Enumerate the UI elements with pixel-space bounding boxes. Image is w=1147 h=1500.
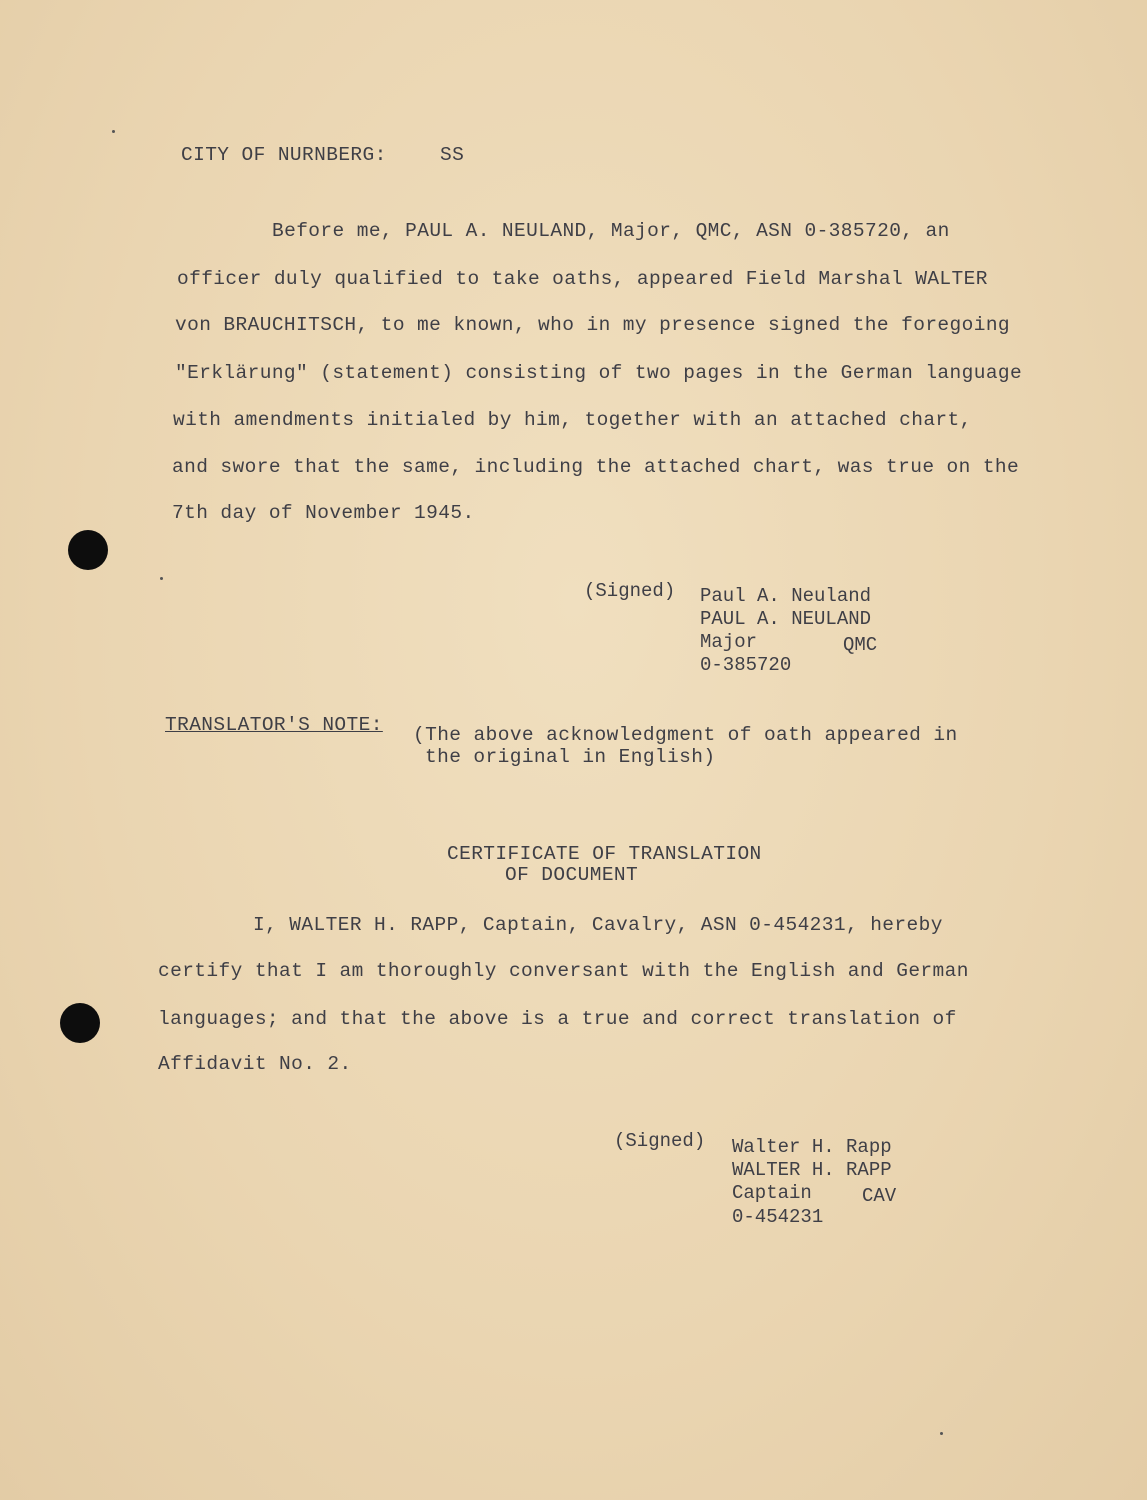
oath-line-3: von BRAUCHITSCH, to me known, who in my presence signed the foregoing [175, 314, 1011, 336]
speck [112, 130, 115, 133]
certificate-line-3: languages; and that the above is a true and correct translation of [158, 1008, 957, 1030]
oath-line-4: "Erklärung" (statement) consisting of two pages in the German language [175, 362, 1023, 384]
certificate-line-4: Affidavit No. 2. [158, 1053, 352, 1075]
certificate-line-1: I, WALTER H. RAPP, Captain, Cavalry, ASN 0-454231, hereby [253, 914, 943, 936]
signature-2-rank: Captain [732, 1182, 812, 1204]
signature-2-asn: 0-454231 [732, 1206, 824, 1228]
translator-note-line-1: (The above acknowledgment of oath appeared in [413, 724, 958, 746]
certificate-title-2: OF DOCUMENT [505, 864, 639, 886]
oath-line-6: and swore that the same, including the attached chart, was true on the [172, 456, 1020, 478]
speck [940, 1432, 943, 1435]
signature-2-branch: CAV [862, 1185, 897, 1207]
oath-line-5: with amendments initialed by him, together with an attached chart, [173, 409, 972, 431]
speck [160, 577, 163, 580]
signature-1-branch: QMC [843, 634, 878, 656]
certificate-line-2: certify that I am thoroughly conversant with the English and German [158, 960, 969, 982]
certificate-title-1: CERTIFICATE OF TRANSLATION [447, 843, 762, 865]
translator-note-line-2: the original in English) [425, 746, 716, 768]
signature-1-name: PAUL A. NEULAND [700, 608, 872, 630]
venue-label: CITY OF NURNBERG: [181, 144, 387, 166]
signature-1-handwritten: Paul A. Neuland [700, 585, 872, 607]
punch-hole-bottom [60, 1003, 100, 1043]
oath-line-1: Before me, PAUL A. NEULAND, Major, QMC, ASN 0-385720, an [272, 220, 950, 242]
punch-hole-top [68, 530, 108, 570]
signed-label-1: (Signed) [584, 580, 676, 602]
ss-label: SS [440, 144, 465, 166]
signature-2-handwritten: Walter H. Rapp [732, 1136, 892, 1158]
oath-line-2: officer duly qualified to take oaths, appeared Field Marshal WALTER [177, 268, 988, 290]
signature-2-name: WALTER H. RAPP [732, 1159, 892, 1181]
signature-1-asn: 0-385720 [700, 654, 792, 676]
signed-label-2: (Signed) [614, 1130, 706, 1152]
translator-note-label: TRANSLATOR'S NOTE: [165, 714, 383, 736]
oath-line-7: 7th day of November 1945. [172, 502, 475, 524]
signature-1-rank: Major [700, 631, 758, 653]
